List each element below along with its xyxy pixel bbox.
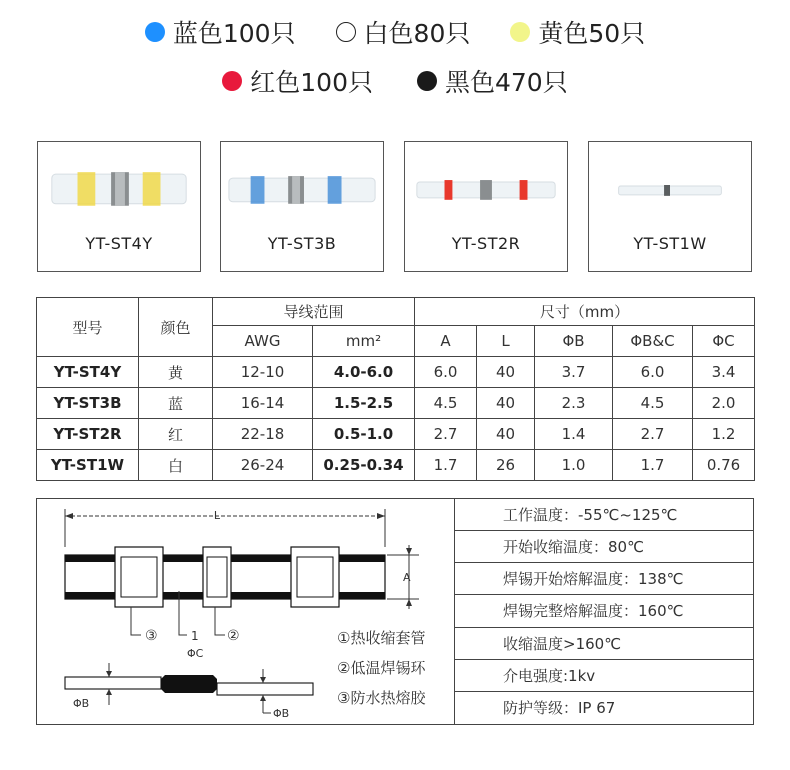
cell-awg: 26-24 [213, 450, 313, 481]
header-model: 型号 [37, 298, 139, 357]
table-row [37, 388, 755, 419]
cell-awg: 22-18 [213, 419, 313, 450]
product-card-st2r [404, 141, 568, 272]
header-size: 尺寸（mm） [415, 298, 755, 326]
cell-a: 1.7 [415, 450, 477, 481]
header-phibc: ΦB&C [613, 326, 693, 357]
dim-phib-left-label: ΦB [73, 697, 90, 710]
diagram-legend-1: ①热收缩套管 [337, 629, 426, 647]
cell-model: YT-ST1W [37, 450, 139, 481]
cell-phic: 0.76 [693, 450, 755, 481]
cell-l: 26 [477, 450, 535, 481]
connector-st4y-image [38, 142, 200, 228]
diagram-legend-2: ②低温焊锡环 [337, 659, 426, 677]
cell-mm2: 1.5-2.5 [313, 388, 415, 419]
header-phic: ΦC [693, 326, 755, 357]
product-card-st4y [37, 141, 201, 272]
header-wire-range: 导线范围 [213, 298, 415, 326]
black-dot-icon [417, 71, 437, 91]
property-row: 防护等级：IP 67 [503, 699, 616, 718]
legend-label: 红色100只 [250, 68, 373, 97]
table-row [37, 357, 755, 388]
product-label: YT-ST1W [633, 234, 707, 253]
property-row: 焊锡开始熔解温度：138℃ [455, 563, 753, 595]
cell-l: 40 [477, 357, 535, 388]
header-mm2: mm² [313, 326, 415, 357]
header-color: 颜色 [139, 298, 213, 357]
cell-phib: 2.3 [535, 388, 613, 419]
property-row: 收缩温度>160℃ [455, 628, 753, 660]
cell-phib: 3.7 [535, 357, 613, 388]
property-row: 工作温度：-55℃~125℃ [455, 499, 753, 531]
legend-yellow [510, 14, 645, 50]
property-row: 焊锡完整熔解温度：160℃ [455, 595, 753, 627]
product-card-st1w [588, 141, 752, 272]
cell-model: YT-ST2R [37, 419, 139, 450]
spec-table [36, 297, 755, 481]
cell-phic: 1.2 [693, 419, 755, 450]
color-legend-row-1 [0, 14, 790, 50]
cell-a: 2.7 [415, 419, 477, 450]
cell-mm2: 4.0-6.0 [313, 357, 415, 388]
legend-black [417, 63, 568, 99]
cell-l: 40 [477, 388, 535, 419]
product-label: YT-ST3B [267, 234, 337, 253]
table-row [37, 450, 755, 481]
cell-phibc: 2.7 [613, 419, 693, 450]
diagram-legend-3: ③防水热熔胶 [337, 689, 426, 707]
callout-1: 1 [191, 629, 199, 643]
property-row: 介电强度:1kv [455, 660, 753, 692]
cell-phibc: 6.0 [613, 357, 693, 388]
blue-dot-icon [145, 22, 165, 42]
cell-color: 白 [139, 450, 213, 481]
table-row [37, 419, 755, 450]
product-label: YT-ST4Y [85, 234, 153, 253]
connector-st1w-image [589, 142, 751, 228]
dim-phib-right-label: ΦB [273, 707, 290, 720]
cell-model: YT-ST4Y [37, 357, 139, 388]
legend-blue [145, 14, 296, 50]
legend-label: 白色80只 [363, 19, 471, 48]
cell-phic: 3.4 [693, 357, 755, 388]
dim-a-label: A [403, 571, 411, 584]
property-row: 开始收缩温度：80℃ [455, 531, 753, 563]
product-card-st3b [220, 141, 384, 272]
legend-label: 黄色50只 [538, 19, 646, 48]
callout-2: ② [227, 628, 240, 644]
callout-3: ③ [145, 628, 158, 644]
cell-mm2: 0.25-0.34 [313, 450, 415, 481]
dim-l-label: L [213, 509, 221, 522]
cell-color: 黄 [139, 357, 213, 388]
legend-red [222, 63, 373, 99]
cell-awg: 16-14 [213, 388, 313, 419]
product-label: YT-ST2R [451, 234, 521, 253]
cell-model: YT-ST3B [37, 388, 139, 419]
header-a: A [415, 326, 477, 357]
connector-st3b-image [221, 142, 383, 228]
cell-color: 蓝 [139, 388, 213, 419]
cell-phib: 1.4 [535, 419, 613, 450]
properties-list [455, 499, 753, 724]
cell-l: 40 [477, 419, 535, 450]
yellow-dot-icon [510, 22, 530, 42]
cell-mm2: 0.5-1.0 [313, 419, 415, 450]
header-phib: ΦB [535, 326, 613, 357]
cell-phibc: 1.7 [613, 450, 693, 481]
cell-phibc: 4.5 [613, 388, 693, 419]
red-dot-icon [222, 71, 242, 91]
cell-a: 4.5 [415, 388, 477, 419]
connector-diagram [37, 499, 455, 724]
dim-phic-label: ΦC [187, 647, 204, 660]
legend-white [336, 14, 471, 50]
cell-color: 红 [139, 419, 213, 450]
white-dot-icon [336, 22, 356, 42]
header-awg: AWG [213, 326, 313, 357]
connector-st2r-image [405, 142, 567, 228]
legend-label: 蓝色100只 [172, 19, 296, 48]
cell-a: 6.0 [415, 357, 477, 388]
legend-label: 黑色470只 [445, 68, 568, 97]
cell-awg: 12-10 [213, 357, 313, 388]
cell-phic: 2.0 [693, 388, 755, 419]
header-l: L [477, 326, 535, 357]
color-legend-row-2 [0, 63, 790, 99]
specs-box [36, 498, 754, 725]
cell-phib: 1.0 [535, 450, 613, 481]
